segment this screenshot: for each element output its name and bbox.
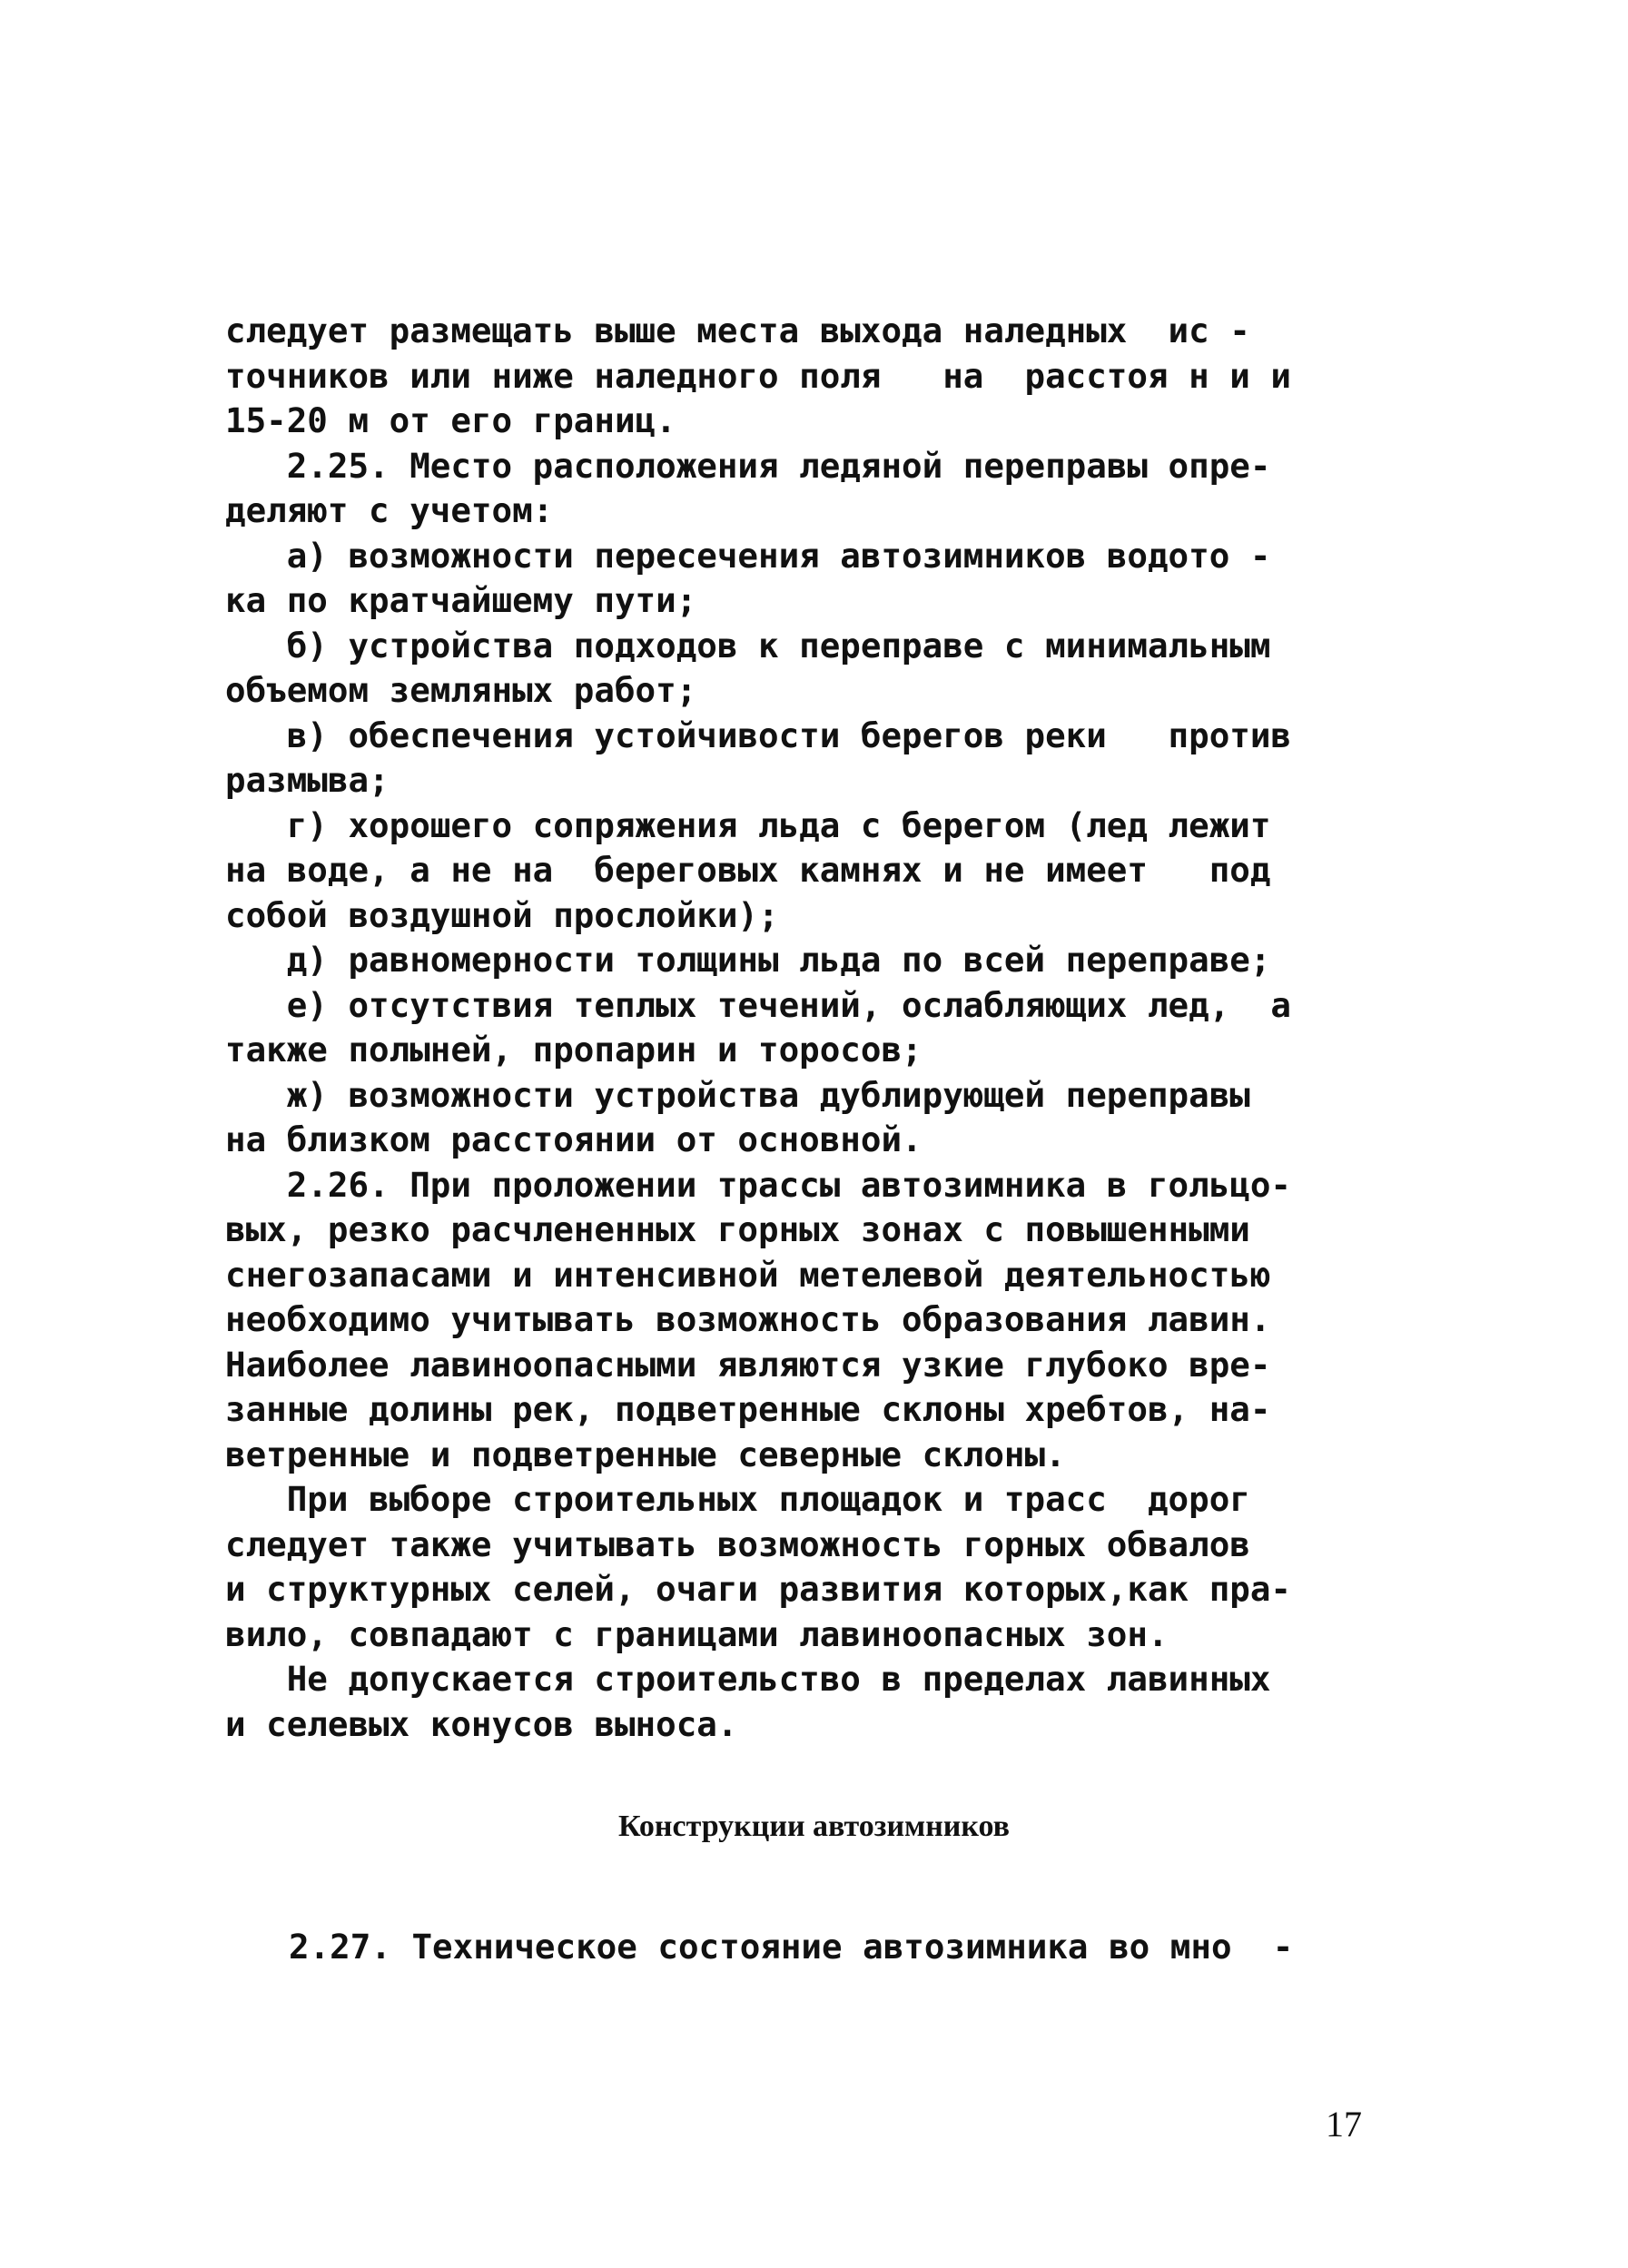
text-line: Наиболее лавиноопасными являются узкие глубоко вре- (225, 1344, 1271, 1385)
text-line: ветренные и подветренные северные склоны. (225, 1434, 1066, 1474)
text-line: точников или ниже наледного поля на расстоя н и и (225, 355, 1291, 396)
text-line: следует размещать выше места выхода наледных ис - (225, 311, 1250, 350)
text-line: 2.25. Место расположения ледяной переправы опре- (225, 445, 1271, 486)
text-line: а) возможности пересечения автозимников водото - (225, 535, 1271, 576)
page-number: 17 (1326, 2104, 1362, 2145)
text-line: ка по кратчайшему пути; (225, 580, 697, 620)
section-heading: Конструкции автозимников (617, 1809, 1011, 1843)
text-line: 15-20 м от его границ. (225, 400, 676, 440)
text-line-continued: 2.27. Техническое состояние автозимника во мно - (289, 1927, 1294, 1967)
text-line: следует также учитывать возможность горных обвалов (225, 1524, 1250, 1564)
text-line: на близком расстоянии от основной. (225, 1119, 923, 1159)
text-line: и селевых конусов выноса. (225, 1703, 738, 1744)
text-line: При выборе строительных площадок и трасс дорог (225, 1479, 1250, 1519)
text-line: необходимо учитывать возможность образования лавин. (225, 1299, 1271, 1339)
text-line: на воде, а не на береговых камнях и не имеет под (225, 850, 1271, 890)
text-line: ж) возможности устройства дублирующей переправы (225, 1074, 1250, 1115)
text-line: вых, резко расчлененных горных зонах с повышенными (225, 1209, 1250, 1249)
text-line: и структурных селей, очаги развития которых,как пра- (225, 1569, 1291, 1609)
body-text (225, 309, 1387, 1747)
text-line: вило, совпадают с границами лавиноопасных зон. (225, 1613, 1169, 1654)
text-line: деляют с учетом: (225, 490, 554, 530)
text-line: г) хорошего сопряжения льда с берегом (лед лежит (225, 804, 1271, 845)
text-line: объемом земляных работ; (225, 670, 697, 710)
text-line: д) равномерности толщины льда по всей переправе; (225, 940, 1271, 980)
text-line: 2.26. При проложении трассы автозимника в гольцо- (225, 1164, 1291, 1205)
text-line: б) устройства подходов к переправе с минимальным (225, 625, 1271, 666)
text-line: е) отсутствия теплых течений, ослабляющих лед, а (225, 984, 1291, 1025)
text-line: занные долины рек, подветренные склоны хребтов, на- (225, 1389, 1271, 1429)
text-line: снегозапасами и интенсивной метелевой деятельностью (225, 1254, 1271, 1295)
text-line: размыва; (225, 760, 390, 800)
text-line: также полыней, пропарин и торосов; (225, 1030, 923, 1070)
text-line: собой воздушной прослойки); (225, 894, 779, 935)
text-line: Не допускается строительство в пределах лавинных (225, 1659, 1271, 1699)
text-line: в) обеспечения устойчивости берегов реки против (225, 715, 1291, 755)
